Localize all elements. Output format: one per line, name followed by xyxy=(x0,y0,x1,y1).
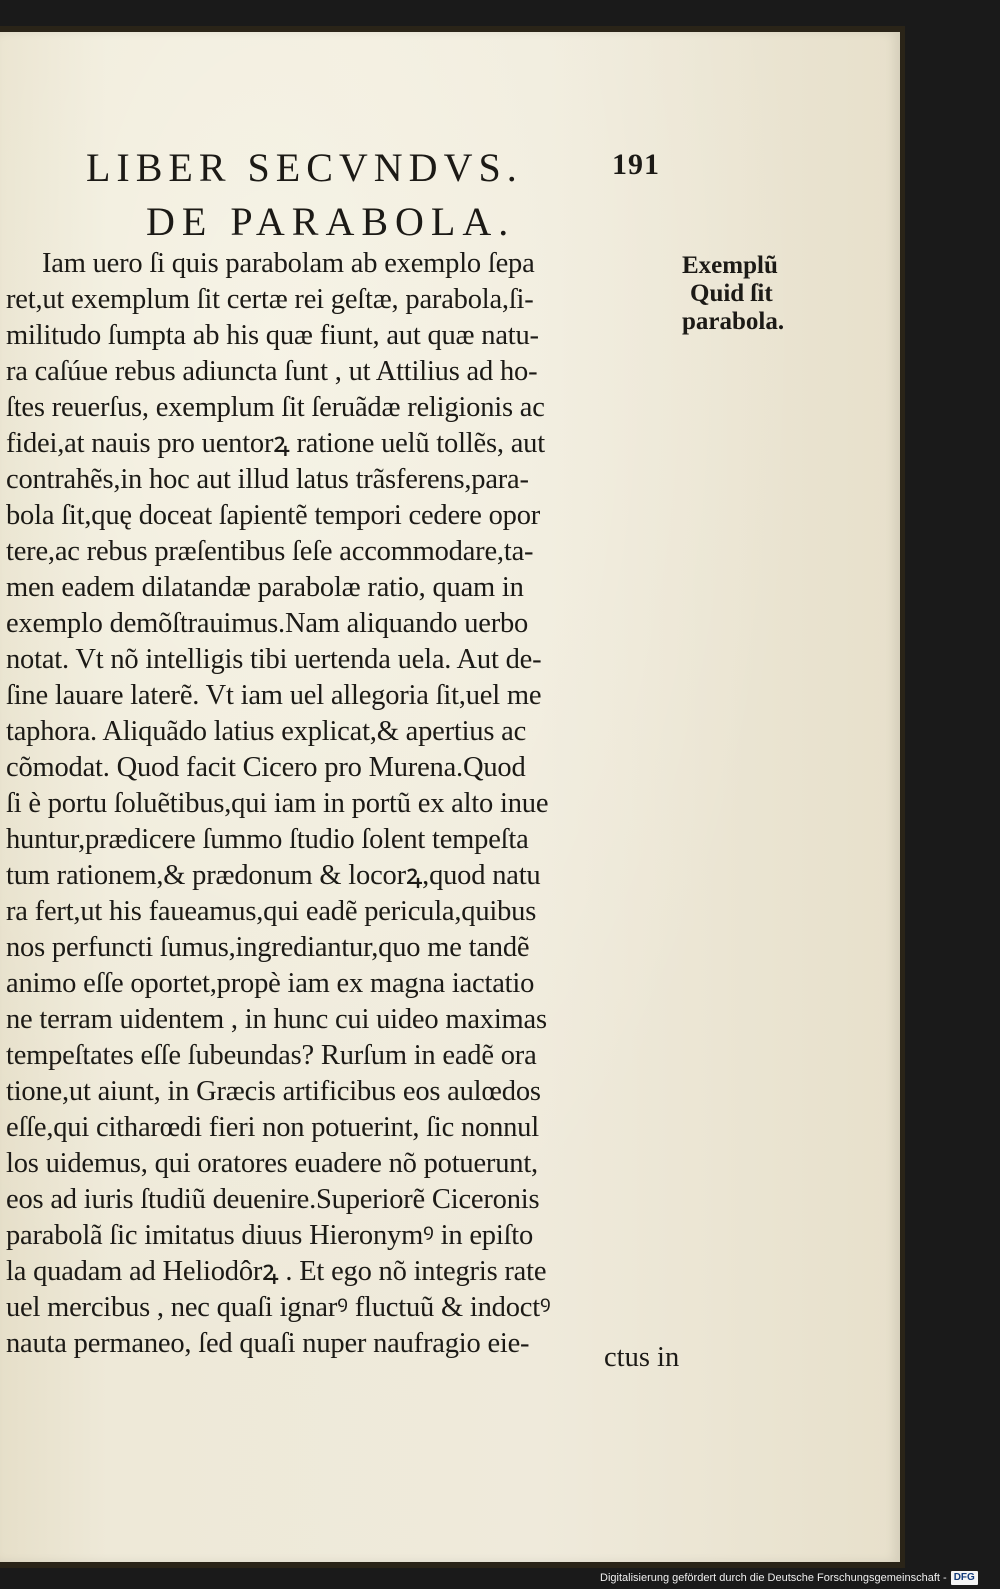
text-line: eos ad iuris ſtudiũ deuenire.Superiorẽ Ciceronis xyxy=(6,1184,540,1215)
marginal-note: Exemplũ xyxy=(682,252,778,279)
marginal-note: parabola. xyxy=(682,308,785,335)
text-line: parabolã ſic imitatus diuus Hieronymꝰ in epiſto xyxy=(6,1220,534,1251)
text-line: ret,ut exemplum ſit certæ rei geſtæ, parabola,ſi- xyxy=(6,284,534,315)
text-line: ſtes reuerſus, exemplum ſit ſeruãdæ religionis ac xyxy=(6,392,545,423)
dfg-logo: DFG xyxy=(951,1571,978,1585)
text-line: tum rationem,& prædonum & locorꝝ,quod natu xyxy=(6,860,541,891)
text-line: eſſe,qui citharœdi fieri non potuerint, ſic nonnul xyxy=(6,1112,539,1143)
marginal-note: Quid ſit xyxy=(690,280,773,307)
text-line: ra fert,ut his faueamus,qui eadẽ pericula,quibus xyxy=(6,896,537,927)
text-line: la quadam ad Heliodôrꝝ . Et ego nõ integris rate xyxy=(6,1256,547,1287)
marginal-notes xyxy=(682,252,882,336)
chapter-title: DE PARABOLA. xyxy=(146,199,516,244)
text-line: bola ſit,quę doceat ſapientẽ tempori cedere opor xyxy=(6,500,541,531)
text-line: contrahẽs,in hoc aut illud latus trãsferens,para- xyxy=(6,464,529,495)
credit-text: Digitalisierung gefördert durch die Deutsche Forschungsgemeinschaft - xyxy=(600,1572,947,1584)
text-line: exemplo demõſtrauimus.Nam aliquando uerbo xyxy=(6,608,529,639)
text-line: tione,ut aiunt, in Græcis artificibus eos aulœdos xyxy=(6,1076,541,1107)
text-line: ne terram uidentem , in hunc cui uideo maximas xyxy=(6,1004,547,1035)
text-line: tere,ac rebus præſentibus ſeſe accommodare,ta- xyxy=(6,536,534,567)
text-line: ſine lauare laterẽ. Vt iam uel allegoria ſit,uel me xyxy=(6,680,542,711)
text-line: fidei,at nauis pro uentorꝝ ratione uelũ tollẽs, aut xyxy=(6,428,545,459)
text-line: huntur,prædicere ſummo ſtudio ſolent tempeſta xyxy=(6,824,529,855)
text-line: nauta permaneo, ſed quaſi nuper naufragio eie- xyxy=(6,1328,530,1359)
text-line: Iam uero ſi quis parabolam ab exemplo ſepa xyxy=(42,248,535,279)
text-line: cõmodat. Quod facit Cicero pro Murena.Quod xyxy=(6,752,526,783)
body-text xyxy=(6,246,696,1362)
text-line: men eadem dilatandæ parabolæ ratio, quam in xyxy=(6,572,524,603)
text-line: tempeſtates eſſe ſubeundas? Rurſum in eadẽ ora xyxy=(6,1040,537,1071)
running-head: LIBER SECVNDVS. xyxy=(86,145,523,190)
digitization-credit xyxy=(600,1569,978,1587)
book-page xyxy=(0,32,900,1562)
text-line: animo eſſe oportet,propè iam ex magna iactatio xyxy=(6,968,535,999)
text-line: notat. Vt nõ intelligis tibi uertenda uela. Aut de- xyxy=(6,644,542,675)
catchword: ctus in xyxy=(604,1342,680,1373)
text-line: ra caſúue rebus adiuncta ſunt , ut Attilius ad ho- xyxy=(6,356,538,387)
text-line: los uidemus, qui oratores euadere nõ potuerunt, xyxy=(6,1148,538,1179)
text-line: uel mercibus , nec quaſi ignarꝰ fluctuũ & indoctꝰ xyxy=(6,1292,551,1323)
text-line: taphora. Aliquãdo latius explicat,& apertius ac xyxy=(6,716,527,747)
text-line: ſi è portu ſoluẽtibus,qui iam in portũ ex alto inue xyxy=(6,788,549,819)
page-number: 191 xyxy=(612,148,660,181)
text-line: nos perfuncti ſumus,ingrediantur,quo me tandẽ xyxy=(6,932,530,963)
text-line: militudo ſumpta ab his quæ fiunt, aut quæ natu- xyxy=(6,320,539,351)
